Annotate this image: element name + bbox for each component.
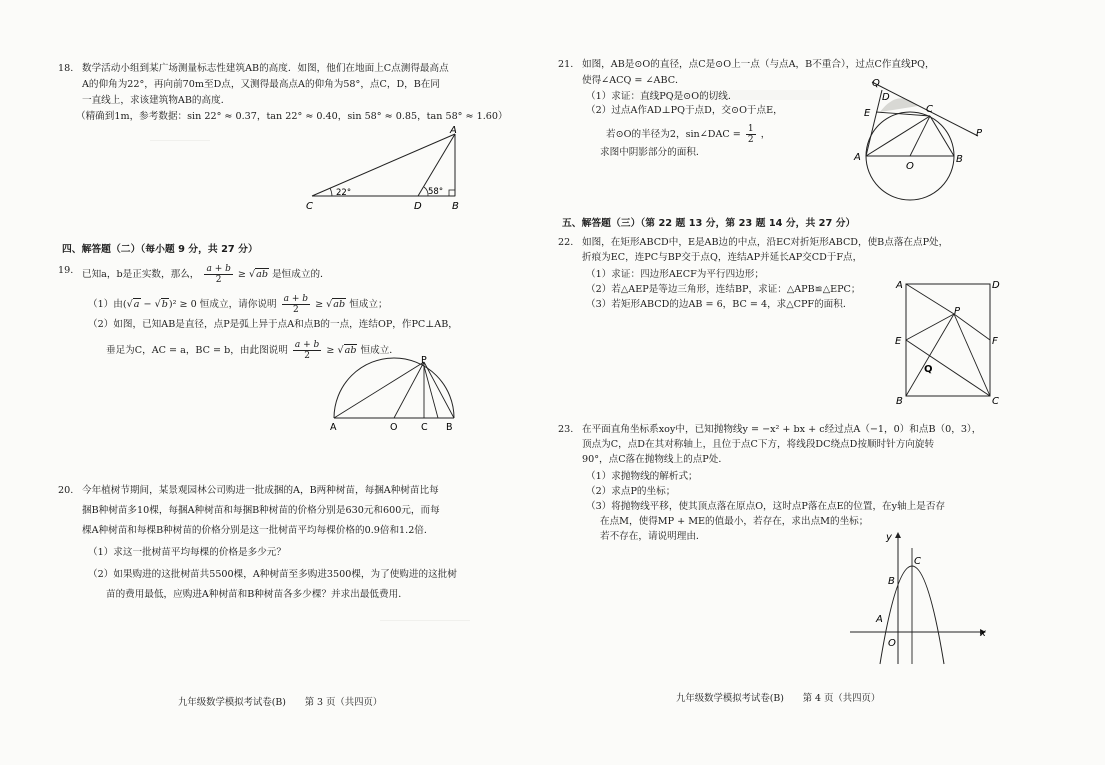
label-O: O — [390, 422, 398, 432]
fraction: $\frac{a + b}{2}$ — [283, 294, 309, 315]
q20-part2: （2）如果购进的这批树苗共5500棵，A种树苗至多购进3500棵，为了使购进的这批树 — [88, 569, 457, 580]
label-B: B — [956, 154, 963, 165]
q20-number: 20. — [58, 485, 74, 496]
q23-part2: （2）求点P的坐标； — [586, 486, 676, 497]
q22-rectangle-figure — [894, 276, 1002, 408]
label-D: D — [992, 280, 1000, 291]
q22-part2: （2）若△AEP是等边三角形，连结BP，求证：△APB≌△EPC； — [586, 284, 861, 295]
q19-part2-line2: 垂足为C，AC = a，BC = b，由此图说明 $\frac{a + b}{2}$ ≥ √ab 恒成立． — [106, 340, 399, 361]
right-page — [548, 0, 1105, 765]
label-E: E — [895, 336, 902, 347]
label-A: A — [330, 422, 337, 432]
label-O: O — [888, 638, 896, 649]
q21-part1: （1）求证：直线PQ是⊙O的切线． — [586, 91, 738, 102]
q22-part3: （3）若矩形ABCD的边AB = 6，BC = 4，求△CPF的面积． — [586, 299, 853, 310]
q19-part1: （1）由(√a − √b)² ≥ 0 恒成立，请你说明 $\frac{a + b}{2}$ ≥ √ab 恒成立； — [88, 294, 388, 315]
q23-line: 在平面直角坐标系xoy中，已知抛物线y = −x² + bx + c经过点A（−1，0）和点B（0，3）， — [582, 424, 982, 435]
label-P: P — [954, 306, 961, 317]
q21-line: 使得∠ACQ = ∠ABC． — [582, 75, 685, 86]
q20-part1: （1）求这一批树苗平均每棵的价格是多少元？ — [88, 547, 286, 558]
x-axis-label: x — [980, 628, 986, 639]
angle-22-label: 22° — [336, 188, 352, 198]
label-B: B — [888, 576, 895, 587]
section-5-heading: 五、解答题（三）（第 22 题 13 分，第 23 题 14 分，共 27 分） — [562, 218, 856, 229]
q18-number: 18. — [58, 63, 74, 74]
label-F: F — [992, 336, 998, 347]
label-O: O — [906, 161, 914, 172]
page-footer: 九年级数学模拟考试卷(B) 第 4 页（共四页） — [676, 693, 881, 704]
label-A: A — [896, 280, 903, 291]
q20-part2-line2: 苗的费用最低，应购进A种树苗和B种树苗各多少棵？并求出最低费用． — [106, 589, 408, 600]
q19-semicircle-figure — [324, 356, 464, 432]
q21-part2: （2）过点A作AD⊥PQ于点D，交⊙O于点E， — [586, 105, 783, 116]
label-C: C — [926, 104, 933, 115]
q18-line: 数学活动小组到某广场测量标志性建筑AB的高度．如图，他们在地面上C点测得最高点 — [82, 63, 449, 74]
q19-number: 19. — [58, 265, 74, 276]
q23-part3: （3）将抛物线平移，使其顶点落在原点O，这时点P落在点E的位置，在y轴上是否存 — [586, 501, 946, 512]
label-B: B — [446, 422, 453, 432]
q18-figure — [300, 124, 480, 216]
label-C: C — [306, 201, 313, 212]
q20-line: 今年植树节期间，某景观园林公司购进一批成捆的A，B两种树苗，每捆A种树苗比每 — [82, 485, 439, 496]
left-page — [0, 0, 545, 765]
q23-number: 23. — [558, 424, 574, 435]
section-4-heading: 四、解答题（二）（每小题 9 分，共 27 分） — [62, 244, 258, 255]
fraction: $\frac{a + b}{2}$ — [294, 340, 320, 361]
angle-58-label: 58° — [428, 187, 444, 197]
label-D: D — [414, 201, 422, 212]
q23-parabola-figure — [850, 528, 990, 668]
label-B: B — [896, 396, 903, 407]
label-Q: Q — [872, 78, 880, 89]
q21-part2-ask: 求图中阴影部分的面积． — [600, 147, 706, 158]
q23-part3-line2: 在点M，使得MP + ME的值最小，若存在，求出点M的坐标； — [600, 516, 869, 527]
q21-number: 21. — [558, 59, 574, 70]
label-P: P — [976, 128, 983, 139]
label-A: A — [876, 614, 883, 625]
q21-line: 如图，AB是⊙O的直径，点C是⊙O上一点（与点A，B不重合），过点C作直线PQ， — [582, 59, 935, 70]
label-A: A — [450, 125, 457, 136]
q18-reference-data: （精确到1m，参考数据：sin 22° ≈ 0.37，tan 22° ≈ 0.40，sin 58° ≈ 0.85，tan 58° ≈ 1.60） — [76, 111, 508, 122]
label-B: B — [452, 201, 459, 212]
q18-line: 一直线上，求该建筑物AB的高度． — [82, 95, 231, 106]
label-C: C — [914, 556, 921, 567]
q18-line: A的仰角为22°，再向前70m至D点，又测得最高点A的仰角为58°，点C，D，B在同 — [82, 79, 440, 90]
q21-part2-condition: 若⊙O的半径为2，sin∠DAC = $\frac{1}{2}$ ， — [606, 124, 771, 145]
q20-line: 棵A种树苗和每棵B种树苗的价格分别是这一批树苗平均每棵价格的0.9倍和1.2倍． — [82, 525, 434, 536]
sqrt-ab: ab — [256, 269, 269, 280]
label-E: E — [864, 108, 871, 119]
q22-part1: （1）求证：四边形AECF为平行四边形； — [586, 269, 764, 280]
label-C: C — [992, 396, 999, 407]
q20-line: 捆B种树苗多10棵，每捆A种树苗和每捆B种树苗的价格分别是630元和600元，而每 — [82, 505, 440, 516]
label-A: A — [854, 152, 861, 163]
q22-line: 如图，在矩形ABCD中，E是AB边的中点，沿EC对折矩形ABCD，使B点落在点P处， — [582, 237, 949, 248]
page-footer: 九年级数学模拟考试卷(B) 第 3 页（共四页） — [178, 697, 383, 708]
q19-stem: 已知a，b是正实数，那么， $\frac{a + b}{2}$ ≥ √ab 是恒成立的． — [82, 264, 330, 285]
q23-part3-line3: 若不存在，请说明理由． — [600, 531, 706, 542]
q23-line: 90°，点C落在抛物线上的点P处． — [582, 454, 728, 465]
q23-part1: （1）求抛物线的解析式； — [586, 471, 698, 482]
fraction: $\frac{1}{2}$ — [747, 124, 754, 145]
label-P: P — [421, 356, 427, 366]
q22-number: 22. — [558, 237, 574, 248]
label-Q: Q — [924, 364, 933, 375]
y-axis-label: y — [886, 532, 892, 543]
q19-part2: （2）如图，已知AB是直径，点P是弧上异于点A和点B的一点，连结OP，作PC⊥AB， — [88, 319, 458, 330]
fraction: $\frac{a + b}{2}$ — [206, 264, 231, 285]
q21-circle-figure — [848, 76, 986, 204]
q22-line: 折痕为EC，连PC与BP交于点Q，连结AP并延长AP交CD于F点， — [582, 252, 863, 263]
label-D: D — [882, 92, 890, 103]
label-C: C — [421, 422, 428, 432]
q23-line: 顶点为C，点D在其对称轴上，且位于点C下方，将线段DC绕点D按顺时针方向旋转 — [582, 439, 935, 450]
